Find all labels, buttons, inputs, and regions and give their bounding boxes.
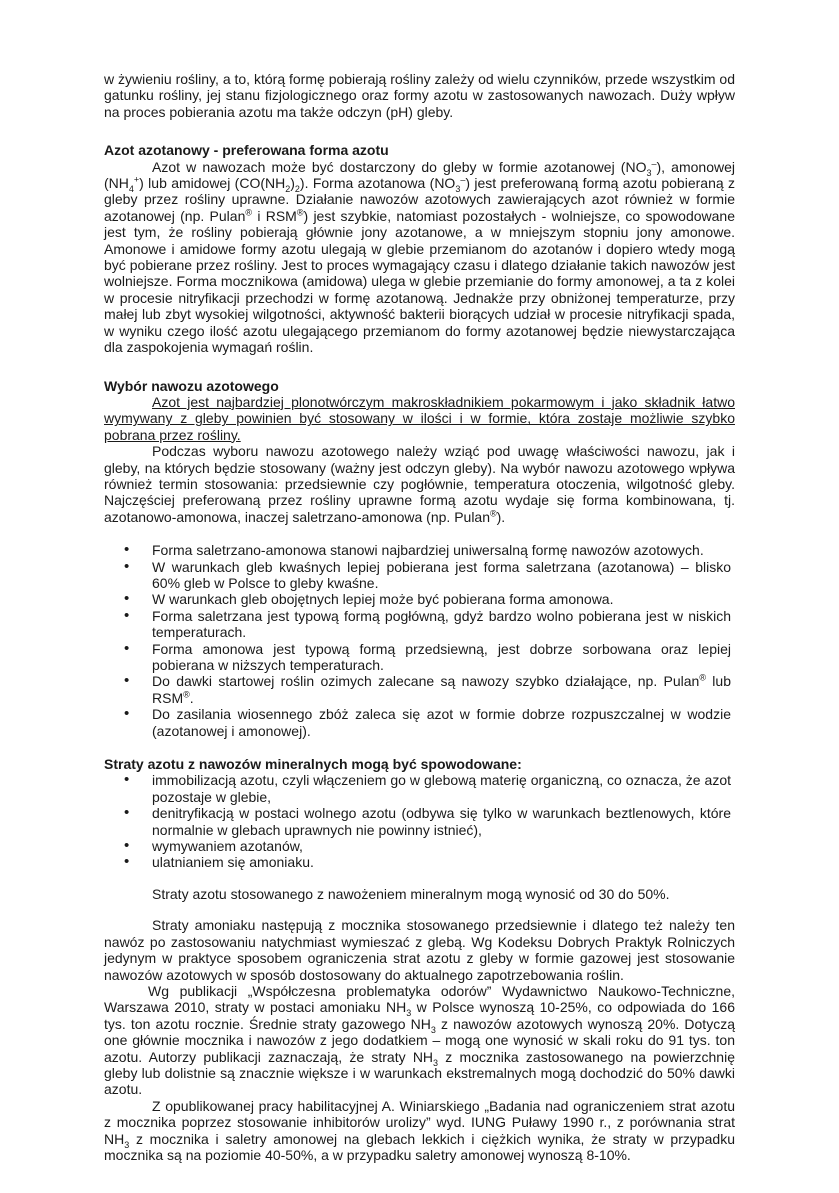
habilitation-paragraph: Z opublikowanej pracy habilitacyjnej A. Winiarskiego „Badania nad ograniczeniem strat azotu z mocznika poprzez stosowanie inhibitorów urolizy” wyd. IUNG Puławy 1990 r., z porównania strat $NH_3$ z mocznika i saletry amonowej na glebach lekkich i ciężkich wynika, że straty w przypadku mocznika są na poziomie 40-50%, a w przypadku saletry amonowej wynoszą 8-10%. bbox=[104, 1097, 735, 1163]
spacer bbox=[104, 356, 735, 378]
ammonia-loss-paragraph: Straty amoniaku następują z mocznika stosowanego przedsiewnie i dlatego też należy ten nawóz po zastosowaniu natychmiast wymieszać z glebą. Wg Kodeksu Dobrych Praktyk Rolniczych jedynym w praktyce sposobem ograniczenia strat azotu z gleby w formie gazowej jest stosowanie nawozów azotowych w sposób dostosowany do aktualnego zapotrzebowania roślin. bbox=[104, 917, 735, 983]
list-item: • Forma saletrzano-amonowa stanowi najbardziej uniwersalną formę nawozów azotowych. bbox=[104, 542, 735, 558]
list-item: • Forma amonowa jest typową formą przedsiewną, jest dobrze sorbowana oraz lepiej pobierana w niższych temperaturach. bbox=[104, 641, 735, 674]
list-item: • Do dawki startowej roślin ozimych zalecane są nawozy szybko działające, np. Pulan® lub RSM®. bbox=[104, 673, 735, 706]
spacer bbox=[104, 871, 735, 886]
list-item: • immobilizacją azotu, czyli włączeniem go w glebową materię organiczną, co oznacza, że azot pozostaje w glebie, bbox=[104, 772, 735, 805]
spacer bbox=[104, 739, 735, 756]
underlined-statement: Azot jest najbardziej plonotwórczym makroskładnikiem pokarmowym i jako składnik łatwo wymywany z gleby powinien być stosowany w ilości i w formie, która zostaje możliwie szybko pobrana przez rośliny. bbox=[104, 393, 735, 443]
list-item: • ulatnianiem się amoniaku. bbox=[104, 854, 735, 870]
list-item: • Do zasilania wiosennego zbóż zaleca się azot w formie dobrze rozpuszczalnej w wodzie (azotanowej i amonowej). bbox=[104, 706, 735, 739]
list-item: • W warunkach gleb obojętnych lepiej może być pobierana forma amonowa. bbox=[104, 591, 735, 607]
list-item: • W warunkach gleb kwaśnych lepiej pobierana jest forma saletrzana (azotanowa) – blisko 60% gleb w Polsce to gleby kwaśne. bbox=[104, 559, 735, 592]
choice-paragraph: Podczas wyboru nawozu azotowego należy wziąć pod uwagę właściwości nawozu, jak i gleby, na których będzie stosowany (ważny jest odczyn gleby). Na wybór nawozu azotowego wpływa również termin stosowania: przedsiewnie czy pogłównie, temperatura otoczenia, wilgotność gleby. Najczęściej preferowaną przez rośliny uprawne formą azotu wydaje się forma kombinowana, tj. azotanowo-amonowa, inaczej saletrzano-amonowa (np. Pulan®). bbox=[104, 443, 735, 525]
spacer bbox=[104, 120, 735, 142]
nitrogen-loss-list bbox=[104, 772, 735, 870]
spacer bbox=[104, 525, 735, 542]
intro-paragraph: w żywieniu rośliny, a to, którą formę pobierają rośliny zależy od wielu czynników, przede wszystkim od gatunku rośliny, jej stanu fizjologicznego oraz formy azotu w zastosowanych nawozach. Duży wpływ na proces pobierania azotu ma także odczyn (pH) gleby. bbox=[104, 71, 735, 120]
loss-summary: Straty azotu stosowanego z nawożeniem mineralnym mogą wynosić od 30 do 50%. bbox=[152, 885, 670, 902]
publication-paragraph: Wg publikacji „Współczesna problematyka odorów” Wydawnictwo Naukowo-Techniczne, Warszawa 2010, straty w postaci amoniaku $NH_3$ w Polsce wynoszą 10-25%, co odpowiada do 166 tys. ton azotu rocznie. Średnie straty gazowego $NH_3$ z nawozów azotowych wynoszą 20%. Dotyczą one głównie mocznika i nawozów z jego dodatkiem – mogą one wynosić w skali roku do 91 tys. ton azotu. Autorzy publikacji zaznaczają, że straty $NH_3$ z mocznika zastosowanego na powierzchnię gleby lub dolistnie są znacznie większe i w warunkach ekstremalnych mogą dochodzić do 50% dawki azotu. bbox=[104, 982, 735, 1098]
spacer bbox=[104, 902, 735, 917]
section-heading-fertilizer-choice: Wybór nawozu azotowego bbox=[104, 377, 279, 394]
fertilizer-form-list bbox=[104, 542, 735, 739]
list-item: • denitryfikacją w postaci wolnego azotu (odbywa się tylko w warunkach beztlenowych, które normalnie w glebach uprawnych nie powinny istnieć), bbox=[104, 805, 735, 838]
list-item: • wymywaniem azotanów, bbox=[104, 838, 735, 854]
list-item: • Forma saletrzana jest typową formą pogłówną, gdyż bardzo wolno pobierana jest w niskich temperaturach. bbox=[104, 608, 735, 641]
section-heading-nitrogen-losses: Straty azotu z nawozów mineralnych mogą być spowodowane: bbox=[104, 756, 522, 773]
nitrate-paragraph: Azot w nawozach może być dostarczony do gleby w formie azotanowej $(NO_3^-)$, amonowej $(NH_4^+)$ lub amidowej $(CO(NH_2)_2)$. Forma azotanowa $(NO_3^-)$ jest preferowaną formą azotu pobieraną z gleby przez rośliny uprawne. Działanie nawozów azotowych zawierających azot również w formie azotanowej (np. Pulan® i RSM®) jest szybkie, natomiast pozostałych - wolniejsze, co spowodowane jest tym, że rośliny pobierają głównie jony azotanowe, a w mniejszym stopniu jony amonowe. Amonowe i amidowe formy azotu ulegają w glebie przemianom do azotanów i dopiero wtedy mogą być pobierane przez rośliny. Jest to proces wymagający czasu i dlatego działanie takich nawozów jest wolniejsze. Forma mocznikowa (amidowa) ulega w glebie przemianie do formy amonowej, a ta z kolei w procesie nitryfikacji przechodzi w formę azotanową. Jednakże przy obniżonej temperaturze, przy małej lub zbyt wysokiej wilgotności, aktywność bakterii biorących udział w procesie nitryfikacji spada, w wyniku czego ilość azotu ulegającego przemianom do formy azotanowej będzie niewystarczająca dla zaspokojenia wymagań roślin. bbox=[104, 157, 735, 356]
section-heading-nitrate: Azot azotanowy - preferowana forma azotu bbox=[104, 142, 389, 159]
